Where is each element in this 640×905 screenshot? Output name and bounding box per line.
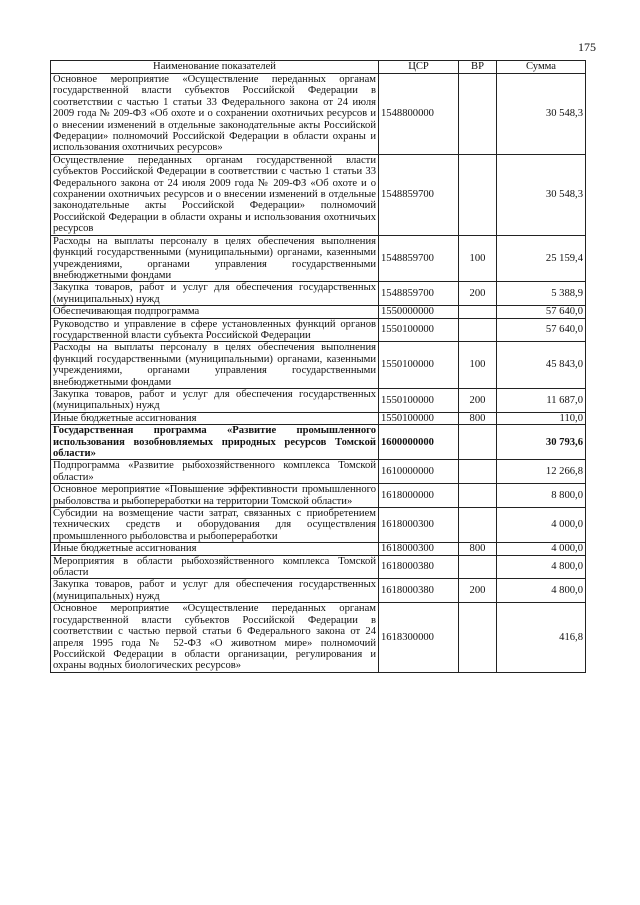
- cell-vr: 100: [459, 235, 497, 282]
- table-row: [51, 555, 586, 579]
- cell-sum: 30 548,3: [497, 154, 586, 235]
- cell-vr: [459, 306, 497, 318]
- cell-sum: 12 266,8: [497, 460, 586, 484]
- cell-name: Основное мероприятие «Повышение эффективности промышленного рыболовства и рыбопереработки на территории Томской области»: [51, 484, 379, 508]
- cell-code: 1550000000: [379, 306, 459, 318]
- table-body: [51, 74, 586, 673]
- cell-sum: 57 640,0: [497, 318, 586, 342]
- cell-vr: 200: [459, 579, 497, 603]
- cell-name: Иные бюджетные ассигнования: [51, 543, 379, 555]
- cell-sum: 30 548,3: [497, 74, 586, 155]
- cell-sum: 4 800,0: [497, 579, 586, 603]
- table-row: [51, 460, 586, 484]
- table-header-row: [51, 61, 586, 74]
- table-row: [51, 282, 586, 306]
- table-row: [51, 508, 586, 543]
- header-code: ЦСР: [379, 61, 459, 74]
- cell-code: 1600000000: [379, 425, 459, 460]
- header-name: Наименование показателей: [51, 61, 379, 74]
- cell-sum: 30 793,6: [497, 425, 586, 460]
- cell-sum: 25 159,4: [497, 235, 586, 282]
- table-row: [51, 484, 586, 508]
- table-row: [51, 425, 586, 460]
- cell-sum: 110,0: [497, 412, 586, 424]
- cell-vr: [459, 484, 497, 508]
- cell-code: 1618000380: [379, 555, 459, 579]
- cell-vr: 200: [459, 282, 497, 306]
- table-row: [51, 543, 586, 555]
- table-row: [51, 388, 586, 412]
- table-row: [51, 342, 586, 389]
- table-row: [51, 603, 586, 672]
- cell-sum: 57 640,0: [497, 306, 586, 318]
- cell-code: 1548800000: [379, 74, 459, 155]
- cell-name: Мероприятия в области рыбохозяйственного комплекса Томской области: [51, 555, 379, 579]
- page-number: 175: [578, 40, 596, 54]
- cell-name: Расходы на выплаты персоналу в целях обеспечения выполнения функций государственными (муниципальными) органами, казенными учреждениями, органами управления государственными внебюджетными фондами: [51, 235, 379, 282]
- cell-sum: 8 800,0: [497, 484, 586, 508]
- cell-sum: 11 687,0: [497, 388, 586, 412]
- cell-name: Обеспечивающая подпрограмма: [51, 306, 379, 318]
- cell-sum: 416,8: [497, 603, 586, 672]
- cell-code: 1550100000: [379, 412, 459, 424]
- cell-code: 1550100000: [379, 342, 459, 389]
- cell-code: 1550100000: [379, 318, 459, 342]
- cell-name: Закупка товаров, работ и услуг для обеспечения государственных (муниципальных) нужд: [51, 282, 379, 306]
- budget-table: [50, 60, 586, 673]
- cell-sum: 4 000,0: [497, 508, 586, 543]
- table-row: [51, 318, 586, 342]
- cell-sum: 4 000,0: [497, 543, 586, 555]
- cell-name: Закупка товаров, работ и услуг для обеспечения государственных (муниципальных) нужд: [51, 388, 379, 412]
- cell-name: Основное мероприятие «Осуществление переданных органам государственной власти субъектов Российской Федерации в соответствии с частью 1 статьи 33 Федерального закона от 24 июля 2009 года № 209-ФЗ «Об охоте и о сохранении охотничьих ресурсов и о внесении изменений в отдельные законодательные акты Российской Федерации» полномочий Российской Федерации в области охраны и использования охотничьих ресурсов»: [51, 74, 379, 155]
- cell-vr: 200: [459, 388, 497, 412]
- cell-vr: [459, 425, 497, 460]
- cell-name: Иные бюджетные ассигнования: [51, 412, 379, 424]
- cell-sum: 5 388,9: [497, 282, 586, 306]
- table-row: [51, 154, 586, 235]
- table-row: [51, 235, 586, 282]
- cell-name: Закупка товаров, работ и услуг для обеспечения государственных (муниципальных) нужд: [51, 579, 379, 603]
- cell-code: 1610000000: [379, 460, 459, 484]
- table-row: [51, 412, 586, 424]
- cell-code: 1548859700: [379, 282, 459, 306]
- header-sum: Сумма: [497, 61, 586, 74]
- cell-vr: [459, 460, 497, 484]
- table-row: [51, 306, 586, 318]
- cell-vr: 800: [459, 543, 497, 555]
- cell-vr: 100: [459, 342, 497, 389]
- cell-vr: [459, 154, 497, 235]
- cell-vr: [459, 555, 497, 579]
- cell-code: 1550100000: [379, 388, 459, 412]
- cell-code: 1618000300: [379, 508, 459, 543]
- cell-name: Руководство и управление в сфере установленных функций органов государственной власти субъекта Российской Федерации: [51, 318, 379, 342]
- cell-code: 1548859700: [379, 154, 459, 235]
- cell-vr: [459, 74, 497, 155]
- cell-vr: [459, 508, 497, 543]
- cell-name: Субсидии на возмещение части затрат, связанных с приобретением технических средств и оборудования для осуществления промышленного рыболовства и рыбопереработки: [51, 508, 379, 543]
- cell-sum: 45 843,0: [497, 342, 586, 389]
- cell-code: 1618000300: [379, 543, 459, 555]
- cell-name: Государственная программа «Развитие промышленного использования возобновляемых природных ресурсов Томской области»: [51, 425, 379, 460]
- cell-code: 1618000380: [379, 579, 459, 603]
- cell-vr: 800: [459, 412, 497, 424]
- table-row: [51, 74, 586, 155]
- cell-name: Осуществление переданных органам государственной власти субъектов Российской Федерации в соответствии с частью 1 статьи 33 Федерального закона от 24 июля 2009 года № 209-ФЗ «Об охоте и о сохранении охотничьих ресурсов и о внесении изменений в отдельные законодательные акты Российской Федерации» полномочий Российской Федерации в области охраны и использования охотничьих ресурсов: [51, 154, 379, 235]
- cell-vr: [459, 318, 497, 342]
- cell-code: 1548859700: [379, 235, 459, 282]
- cell-sum: 4 800,0: [497, 555, 586, 579]
- cell-name: Основное мероприятие «Осуществление переданных органам государственной власти субъектов Российской Федерации в соответствии с частью первой статьи 6 Федерального закона от 24 апреля 1995 года № 52-ФЗ «О животном мире» полномочий Российской Федерации в области организации, регулирования и охраны водных биологических ресурсов»: [51, 603, 379, 672]
- cell-vr: [459, 603, 497, 672]
- cell-code: 1618000000: [379, 484, 459, 508]
- header-vr: ВР: [459, 61, 497, 74]
- cell-name: Подпрограмма «Развитие рыбохозяйственного комплекса Томской области»: [51, 460, 379, 484]
- table-row: [51, 579, 586, 603]
- cell-name: Расходы на выплаты персоналу в целях обеспечения выполнения функций государственными (муниципальными) органами, казенными учреждениями, органами управления государственными внебюджетными фондами: [51, 342, 379, 389]
- cell-code: 1618300000: [379, 603, 459, 672]
